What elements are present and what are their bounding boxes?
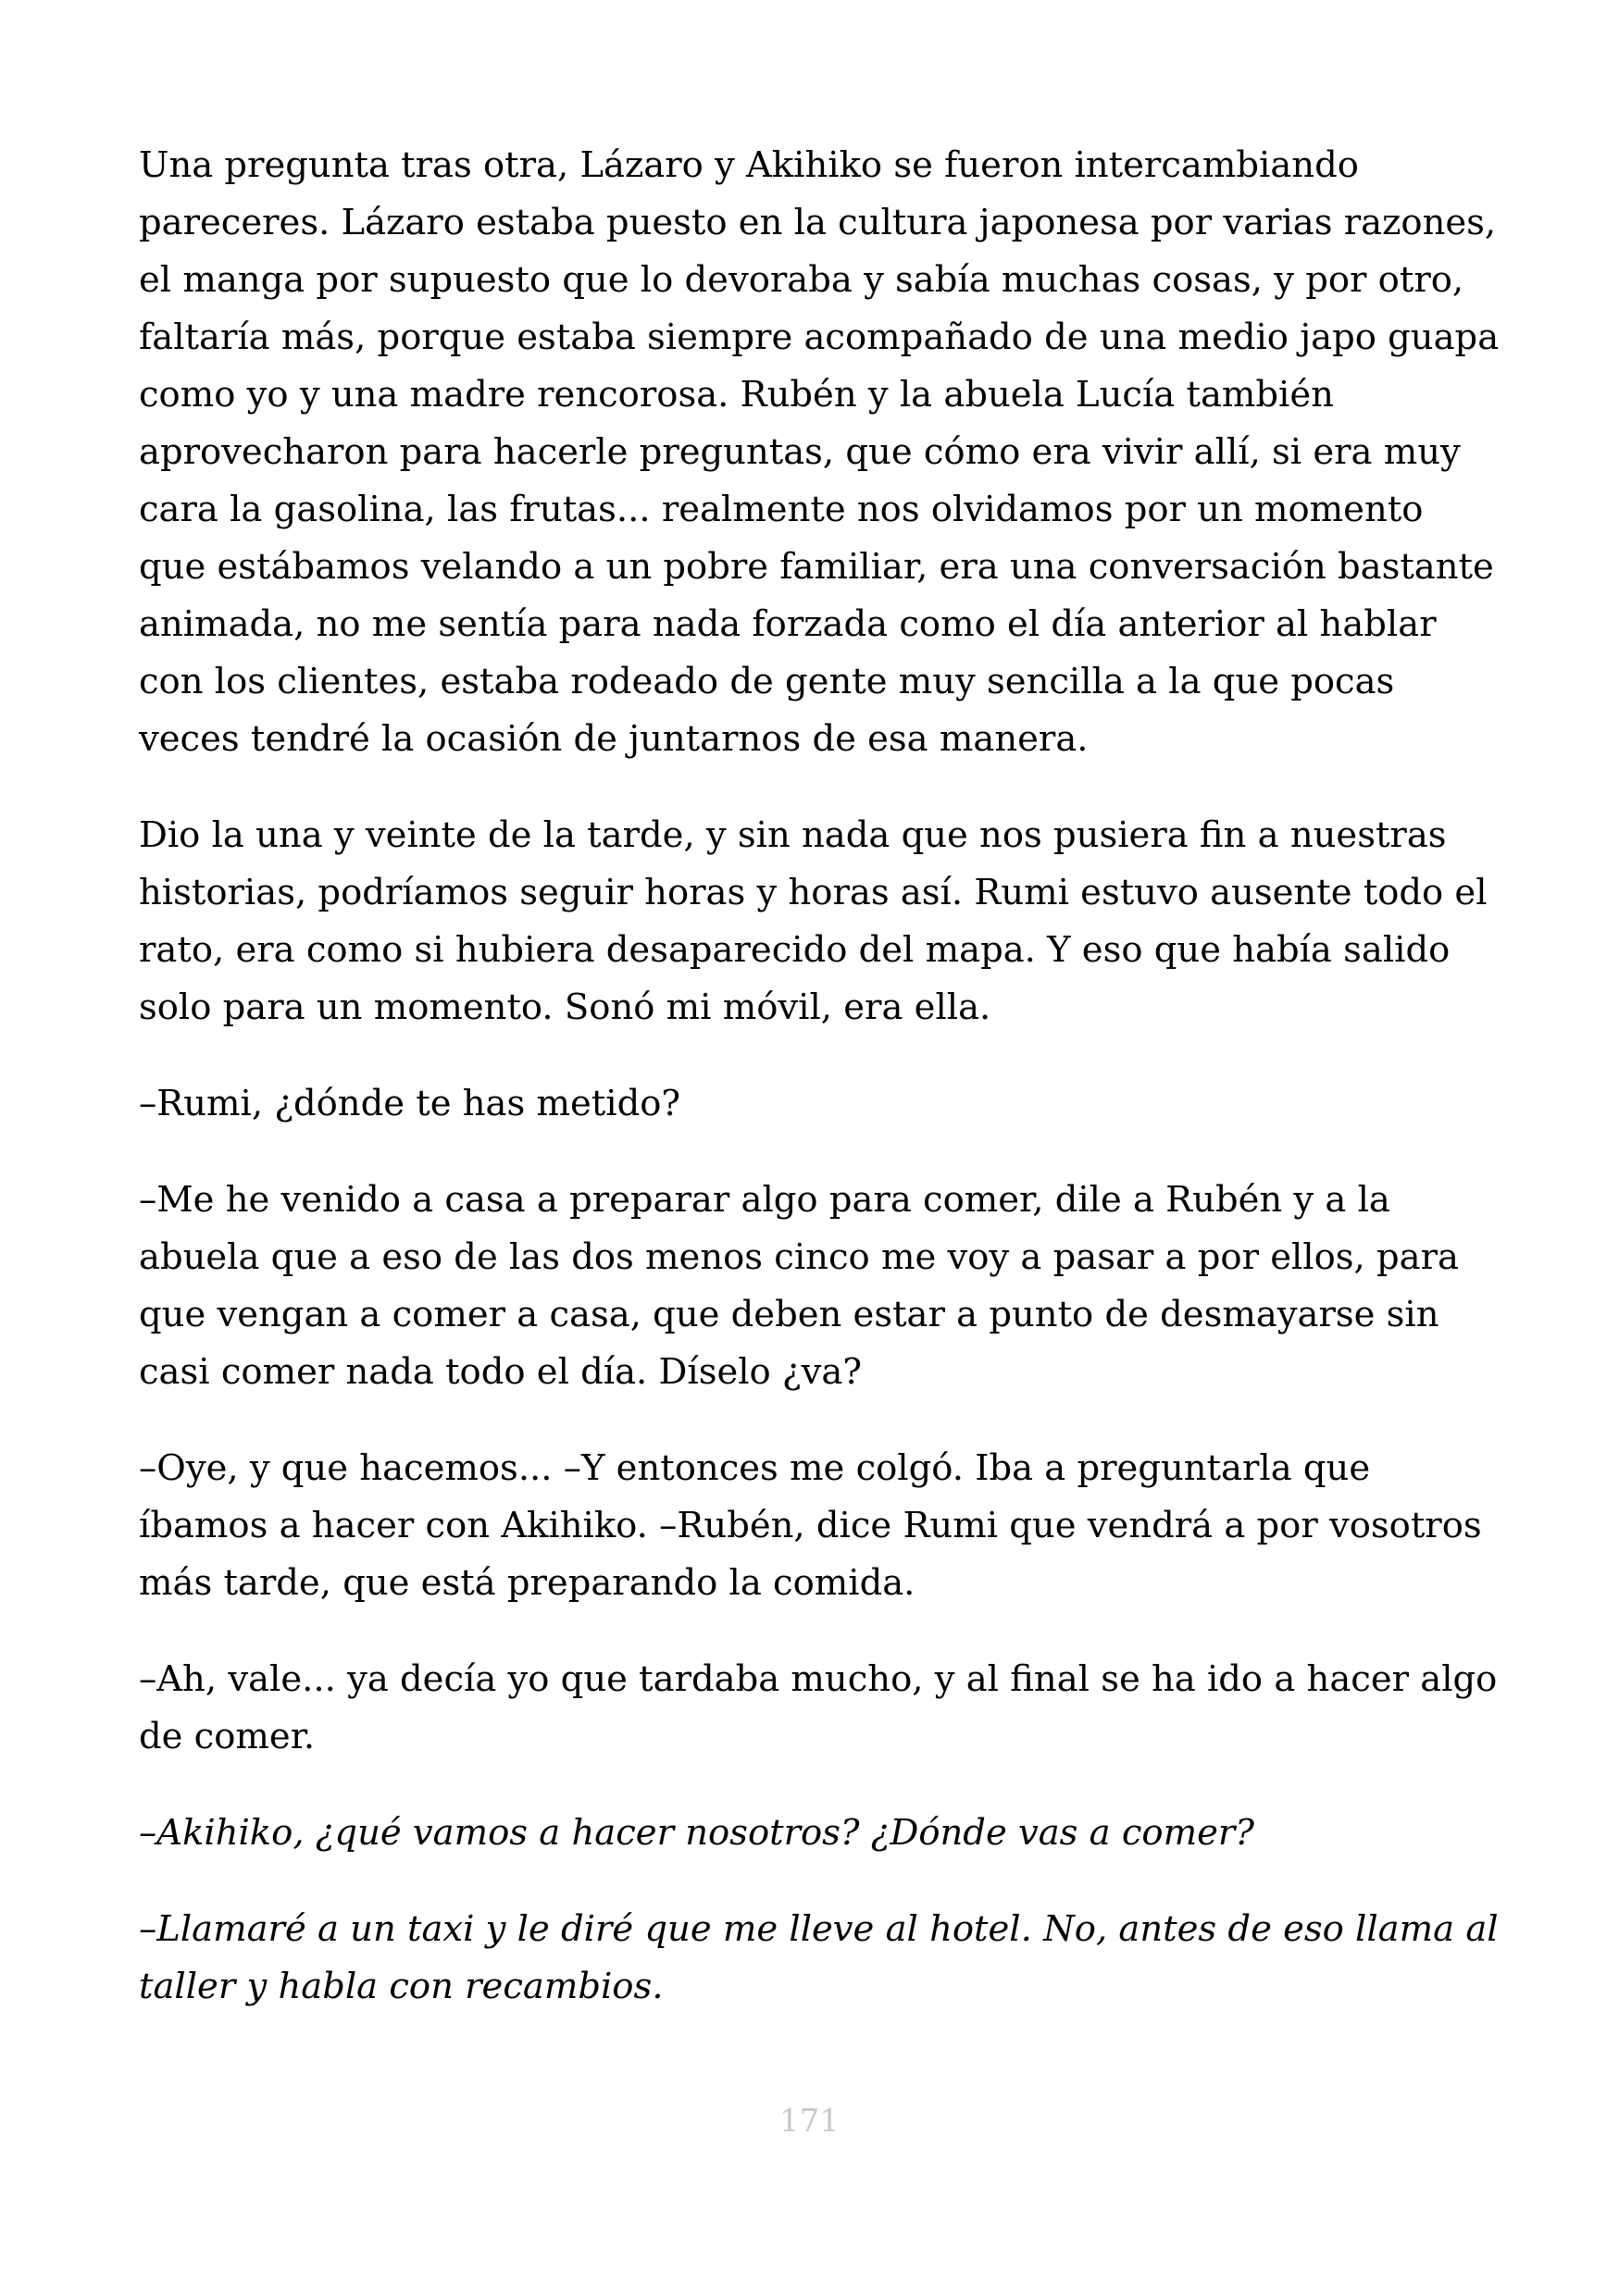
paragraph-1: Una pregunta tras otra, Lázaro y Akihiko se fueron intercambiando pareceres. Lázaro estaba puesto en la cultura japonesa por varias razones, el manga por supuesto que lo devoraba y sabía muchas cosas, y por otro, faltaría más, porque estaba siempre acompañado de una medio japo guapa como yo y una madre rencorosa. Rubén y la abuela Lucía también aprovecharon para hacerle preguntas, que cómo era vivir allí, si era muy cara la gasolina, las frutas... realmente nos olvidamos por un momento que estábamos velando a un pobre familiar, era una conversación bastante animada, no me sentía para nada forzada como el día anterior al hablar con los clientes, estaba rodeado de gente muy sencilla a la que pocas veces tendré la ocasión de juntarnos de esa manera. <box>139 144 1500 760</box>
dialogue-line-italic-1: –Akihiko, ¿qué vamos a hacer nosotros? ¿Dónde vas a comer? <box>139 1812 1254 1854</box>
page-number: 171 <box>779 2103 840 2140</box>
dialogue-line-1: –Rumi, ¿dónde te has metido? <box>139 1083 681 1124</box>
dialogue-line-italic-2: –Llamaré a un taxi y le diré que me lleve al hotel. No, antes de eso llama al taller y habla con recambios. <box>139 1908 1499 2007</box>
paragraph-2: Dio la una y veinte de la tarde, y sin nada que nos pusiera fin a nuestras historias, podríamos seguir horas y horas así. Rumi estuvo ausente todo el rato, era como si hubiera desaparecido del mapa. Y eso que había salido solo para un momento. Sonó mi móvil, era ella. <box>139 814 1488 1028</box>
body-text <box>139 137 1500 2054</box>
dialogue-line-3: –Oye, y que hacemos... –Y entonces me colgó. Iba a preguntarla que íbamos a hacer con Akihiko. –Rubén, dice Rumi que vendrá a por vosotros más tarde, que está preparando la comida. <box>139 1447 1482 1604</box>
dialogue-line-4: –Ah, vale... ya decía yo que tardaba mucho, y al final se ha ido a hacer algo de comer. <box>139 1658 1498 1757</box>
dialogue-line-2: –Me he venido a casa a preparar algo para comer, dile a Rubén y a la abuela que a eso de las dos menos cinco me voy a pasar a por ellos, para que vengan a comer a casa, que deben estar a punto de desmayarse sin casi comer nada todo el día. Díselo ¿va? <box>139 1179 1459 1393</box>
